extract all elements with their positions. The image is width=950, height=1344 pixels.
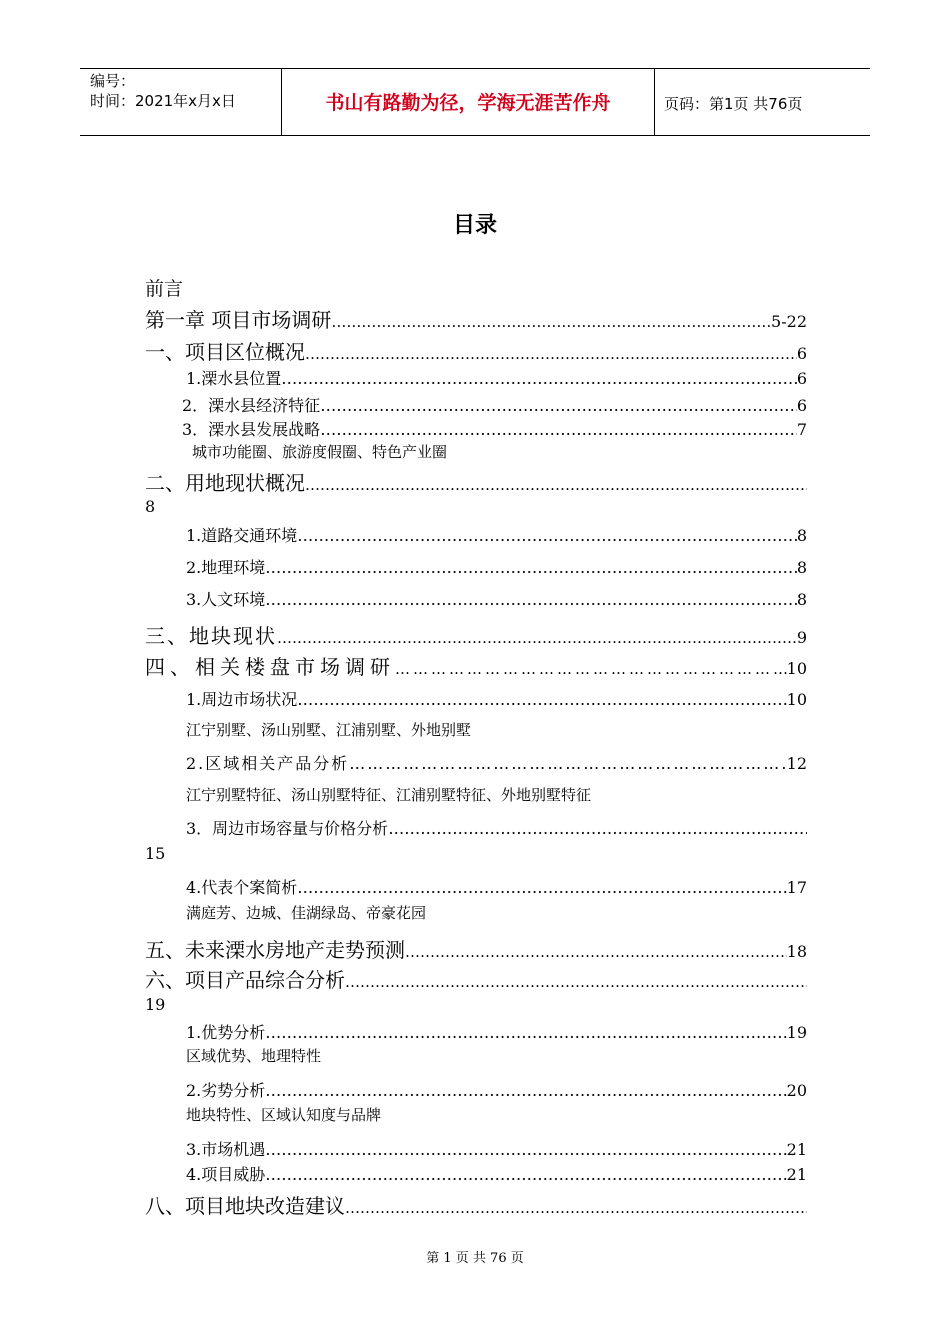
- toc-entry-label: 二、用地现状概况: [145, 471, 305, 495]
- toc-leader-dots: [277, 629, 797, 647]
- toc-page-number: 17: [786, 878, 807, 897]
- toc-page-number-s4-3: 15: [145, 844, 166, 863]
- toc-leader-dots: [265, 590, 797, 609]
- toc-page-number: 12: [786, 754, 807, 773]
- toc-entry-label: 第一章 项目市场调研: [145, 308, 332, 332]
- toc-subtopics-s6-1: 区域优势、地理特性: [186, 1047, 322, 1065]
- toc-leader-dots: [388, 819, 807, 838]
- toc-entry-s4-1[interactable]: [186, 687, 807, 710]
- toc-entry-s2[interactable]: [145, 467, 807, 496]
- toc-page-number: 7: [796, 420, 807, 439]
- toc-entry-s1-3[interactable]: [182, 417, 807, 440]
- toc-page-number: 21: [786, 1140, 807, 1159]
- toc-subtopics-s4-1: 江宁别墅、汤山别墅、江浦别墅、外地别墅: [186, 721, 472, 739]
- toc-leader-dots: [331, 313, 771, 331]
- toc-leader-dots: [265, 1023, 786, 1042]
- toc-leader-dots: [265, 1081, 786, 1100]
- toc-entry-s4-4[interactable]: [186, 875, 807, 898]
- toc-leader-dots: [305, 345, 797, 363]
- toc-leader-dots: [297, 690, 786, 709]
- header-time-label: 时间：2021年x月x日: [90, 92, 236, 110]
- header-page-info: 页码：第1页 共76页: [664, 95, 803, 113]
- toc-entry-s1-1[interactable]: [186, 366, 807, 389]
- toc-page-number: 18: [786, 942, 807, 961]
- toc-page-number: 21: [786, 1165, 807, 1184]
- toc-entry-s2-1[interactable]: [186, 523, 807, 546]
- toc-entry-label: 4.代表个案简析: [186, 878, 298, 897]
- toc-page-number: 8: [796, 590, 807, 609]
- toc-leader-dots: [345, 973, 807, 991]
- toc-entry-s6-1[interactable]: [186, 1020, 807, 1043]
- toc-entry-s4-2[interactable]: [186, 751, 807, 774]
- toc-entry-s6[interactable]: [145, 964, 807, 993]
- toc-entry-ch1[interactable]: [145, 304, 807, 333]
- toc-page-number-s2: 8: [145, 497, 156, 516]
- toc-entry-label: 四、相关楼盘市场调研: [145, 655, 395, 679]
- page-title: 目录: [452, 213, 497, 238]
- header-top-rule: [80, 68, 870, 69]
- toc-entry-label: 三、地块现状: [145, 624, 277, 648]
- toc-entry-s1-2[interactable]: [182, 393, 807, 416]
- toc-entry-label: 1.周边市场状况: [186, 690, 298, 709]
- toc-subtopics-s4-4: 满庭芳、边城、佳湖绿岛、帝豪花园: [186, 904, 427, 922]
- toc-page-number: 10: [786, 659, 807, 678]
- toc-leader-dots: [320, 420, 797, 439]
- header-motto: 书山有路勤为径，学海无涯苦作舟: [325, 92, 611, 114]
- toc-leader-dots: [265, 558, 797, 577]
- toc-leader-dots: [345, 1199, 807, 1217]
- toc-leader-dots: [320, 396, 797, 415]
- page-footer: 第 1 页 共 76 页: [426, 1251, 524, 1266]
- toc-entry-label: 3.人文环境: [186, 590, 266, 609]
- toc-page-number: 10: [786, 690, 807, 709]
- toc-page-number: 19: [786, 1023, 807, 1042]
- toc-entry-label: 五、未来溧水房地产走势预测: [145, 938, 405, 962]
- toc-subtopics-s1-3: 城市功能圈、旅游度假圈、特色产业圈: [192, 443, 448, 461]
- toc-page-number: 6: [796, 396, 807, 415]
- toc-page-number: 5-22: [771, 312, 807, 331]
- toc-entry-s1[interactable]: [145, 336, 807, 365]
- toc-entry-label: 1.溧水县位置: [186, 369, 282, 388]
- toc-entry-label: 2．溧水县经济特征: [182, 396, 321, 415]
- toc-leader-dots: [305, 476, 807, 494]
- toc-entry-s8[interactable]: [145, 1190, 807, 1219]
- toc-entry-s4-3[interactable]: [186, 816, 807, 839]
- toc-page-number: 9: [796, 628, 807, 647]
- toc-entry-s2-3[interactable]: [186, 587, 807, 610]
- toc-page-number-s6: 19: [145, 995, 166, 1014]
- toc-entry-label: 1.优势分析: [186, 1023, 266, 1042]
- toc-leader-dots: [265, 1165, 786, 1184]
- toc-entry-label: 2.地理环境: [186, 558, 266, 577]
- toc-page-number: 6: [796, 369, 807, 388]
- toc-subtopics-s4-2: 江宁别墅特征、汤山别墅特征、江浦别墅特征、外地别墅特征: [186, 786, 592, 804]
- toc-entry-s6-2[interactable]: [186, 1078, 807, 1101]
- toc-entry-s3[interactable]: [145, 620, 807, 649]
- toc-entry-label: 2.区域相关产品分析: [186, 754, 350, 773]
- toc-page-number: 8: [796, 558, 807, 577]
- toc-entry-label: 2.劣势分析: [186, 1081, 266, 1100]
- toc-leader-dots: [349, 754, 786, 773]
- toc-entry-label: 3.市场机遇: [186, 1140, 266, 1159]
- header-divider-right: [654, 68, 655, 135]
- toc-entry-label: 3．周边市场容量与价格分析: [186, 819, 389, 838]
- toc-entry-label: 1.道路交通环境: [186, 526, 298, 545]
- toc-entry-s2-2[interactable]: [186, 555, 807, 578]
- toc-page-number: 6: [796, 344, 807, 363]
- toc-leader-dots: [405, 943, 787, 961]
- toc-entry-label: 六、项目产品综合分析: [145, 968, 345, 992]
- toc-entry-label: 八、项目地块改造建议: [145, 1194, 345, 1218]
- toc-entry-label: 4.项目威胁: [186, 1165, 266, 1184]
- header-bottom-rule: [80, 135, 870, 136]
- toc-leader-dots: [297, 878, 786, 897]
- header-number-label: 编号：: [90, 72, 136, 90]
- toc-leader-dots: [265, 1140, 786, 1159]
- toc-preface: 前言: [145, 278, 184, 300]
- toc-leader-dots: [297, 526, 797, 545]
- toc-subtopics-s6-2: 地块特性、区域认知度与品牌: [186, 1106, 382, 1124]
- toc-page-number: 8: [796, 526, 807, 545]
- toc-entry-s5[interactable]: [145, 934, 807, 963]
- toc-leader-dots: [281, 369, 797, 388]
- toc-leader-dots: [395, 660, 787, 678]
- toc-entry-label: 一、项目区位概况: [145, 340, 305, 364]
- toc-entry-label: 3．溧水县发展战略: [182, 420, 321, 439]
- toc-entry-s6-4[interactable]: [186, 1162, 807, 1185]
- toc-page-number: 20: [786, 1081, 807, 1100]
- toc-entry-s4[interactable]: [145, 651, 807, 680]
- toc-entry-s6-3[interactable]: [186, 1137, 807, 1160]
